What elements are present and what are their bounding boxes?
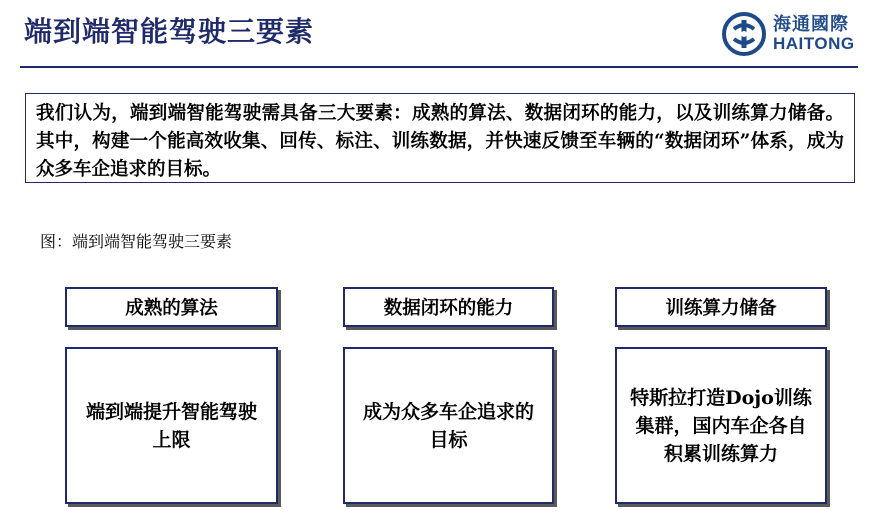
column-body-text: 成为众多车企追求的目标 xyxy=(362,400,534,451)
figure-caption: 图：端到端智能驾驶三要素 xyxy=(40,232,233,251)
column-body-text: 端到端提升智能驾驶上限 xyxy=(85,400,257,451)
column-body-algorithm xyxy=(65,347,278,504)
logo-english-name: HAITONG xyxy=(773,33,855,53)
logo-text xyxy=(773,13,855,53)
column-heading-compute: 训练算力储备 xyxy=(615,287,827,327)
column-body-data-loop xyxy=(343,347,554,504)
haitong-emblem-icon xyxy=(721,11,767,57)
page-title: 端到端智能驾驶三要素 xyxy=(24,15,315,48)
column-body-compute xyxy=(615,347,827,504)
column-heading-algorithm: 成熟的算法 xyxy=(65,287,278,327)
column-heading-data-loop: 数据闭环的能力 xyxy=(343,287,554,327)
haitong-logo xyxy=(721,8,861,60)
title-divider xyxy=(20,66,858,68)
summary-box: 我们认为，端到端智能驾驶需具备三大要素：成熟的算法、数据闭环的能力，以及训练算力储备。其中，构建一个能高效收集、回传、标注、训练数据，并快速反馈至车辆的“数据闭环”体系，成为众多车企追求的目标。 xyxy=(25,93,855,183)
column-body-text: 特斯拉打造Dojo训练集群，国内车企各自积累训练算力 xyxy=(630,386,812,465)
logo-chinese-name: 海通國際 xyxy=(773,13,849,35)
